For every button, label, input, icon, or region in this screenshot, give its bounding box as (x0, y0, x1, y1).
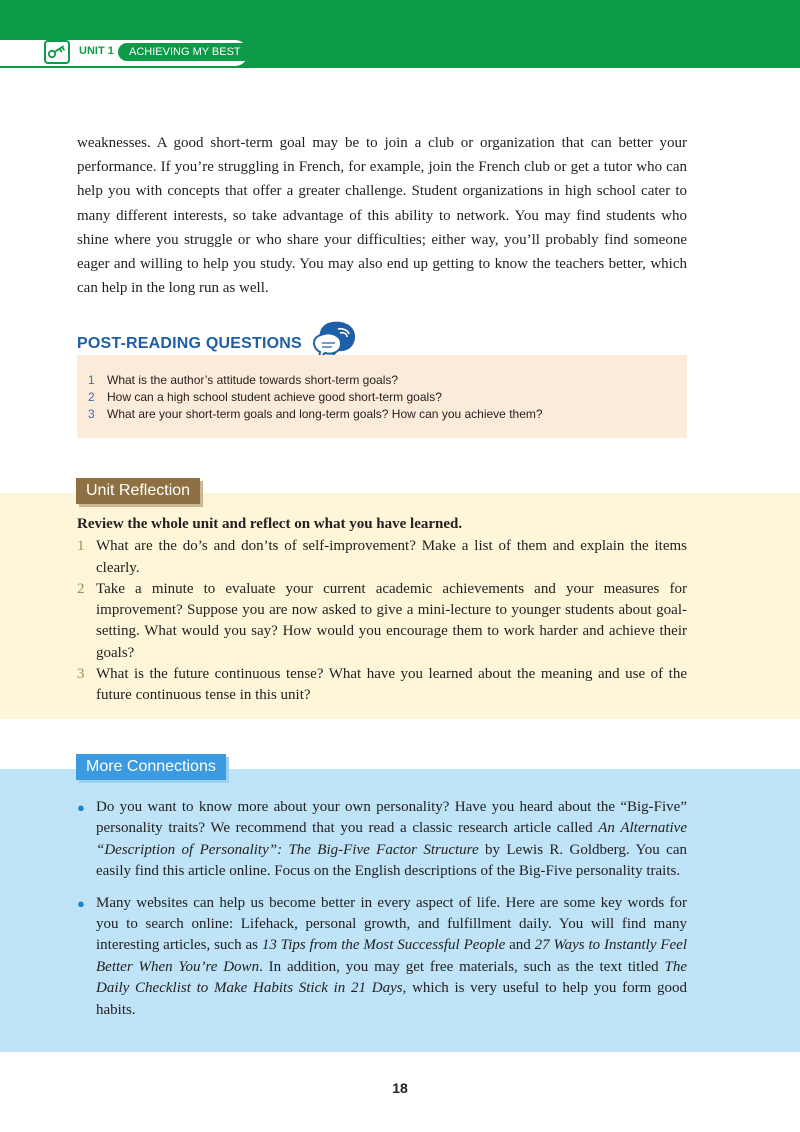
list-item: 3 What are your short-term goals and long-term goals? How can you achieve them? (88, 407, 543, 421)
more-connections-tag: More Connections (76, 754, 226, 780)
article-title: 13 Tips from the Most Successful People (261, 937, 506, 954)
unit-label: UNIT 1 (79, 45, 114, 57)
unit-reflection-content (77, 514, 687, 707)
page-header (0, 0, 800, 68)
article-title: An Alternative “Description of Personality”: The Big-Five Factor Structure (96, 820, 687, 858)
article-title: 27 Ways to Instantly Feel Better When You’re Down (96, 937, 687, 975)
page-number: 18 (392, 1080, 408, 1096)
unit-reflection-tag: Unit Reflection (76, 478, 200, 504)
reflection-lead: Review the whole unit and reflect on what you have learned. (77, 516, 463, 532)
list-item: 1 What is the author’s attitude towards short-term goals? (88, 373, 399, 387)
post-reading-questions (77, 355, 687, 438)
post-reading-title: POST-READING QUESTIONS (77, 335, 302, 352)
list-item: ● Many websites can help us become better in every aspect of life. Here are some key words for you to search online: Lifehack, personal growth, and fulfillment daily. You will find many interesting articles, such as 13 Tips from the Most Successful People and 27 Ways to Instantly Feel Better When You’re Down. In addition, you may get free materials, such as the text titled The Daily Checklist to Make Habits Stick in 21 Days, which is very useful to help you form good habits. (77, 893, 687, 1021)
article-title: The Daily Checklist to Make Habits Stick in 21 Days (96, 958, 687, 997)
bullet-icon: ● (77, 895, 85, 911)
list-item: 3 What is the future continuous tense? What have you learned about the meaning and use of the future continuous tense in this unit? (77, 666, 687, 704)
key-icon (44, 40, 70, 64)
reading-paragraph: weaknesses. A good short-term goal may be to join a club or organization that can better your performance. If you’re struggling in French, for example, join the French club or get a tutor who can help you with concepts that offer a greater challenge. Student organizations in high school cater to many different interests, so take advantage of this ability to network. You may find students who shine where you struggle or who share your difficulties; either way, you’ll probably find someone eager and willing to help you study. You may also end up getting to know the teachers better, which can help in the long run as well. (77, 135, 687, 297)
list-item: ● Do you want to know more about your own personality? Have you heard about the “Big-Five” personality traits? We recommend that you read a classic research article called An Alternative “Description of Personality”: The Big-Five Factor Structure by Lewis R. Goldberg. You can easily find this article online. Focus on the English descriptions of the Big-Five personality traits. (77, 797, 687, 883)
unit-title: ACHIEVING MY BEST (118, 43, 252, 61)
list-item: 2 Take a minute to evaluate your current academic achievements and your measures for improvement? Suppose you are now asked to give a mini-lecture to younger students about goal-setting. What would you say? How would you encourage them to work harder and achieve their goals? (77, 580, 687, 661)
list-item: 2 How can a high school student achieve good short-term goals? (88, 390, 442, 404)
list-item: 1 What are the do’s and don’ts of self-improvement? Make a list of them and explain the items clearly. (77, 538, 687, 576)
more-connections-content (77, 797, 687, 1031)
bullet-icon: ● (77, 800, 85, 815)
